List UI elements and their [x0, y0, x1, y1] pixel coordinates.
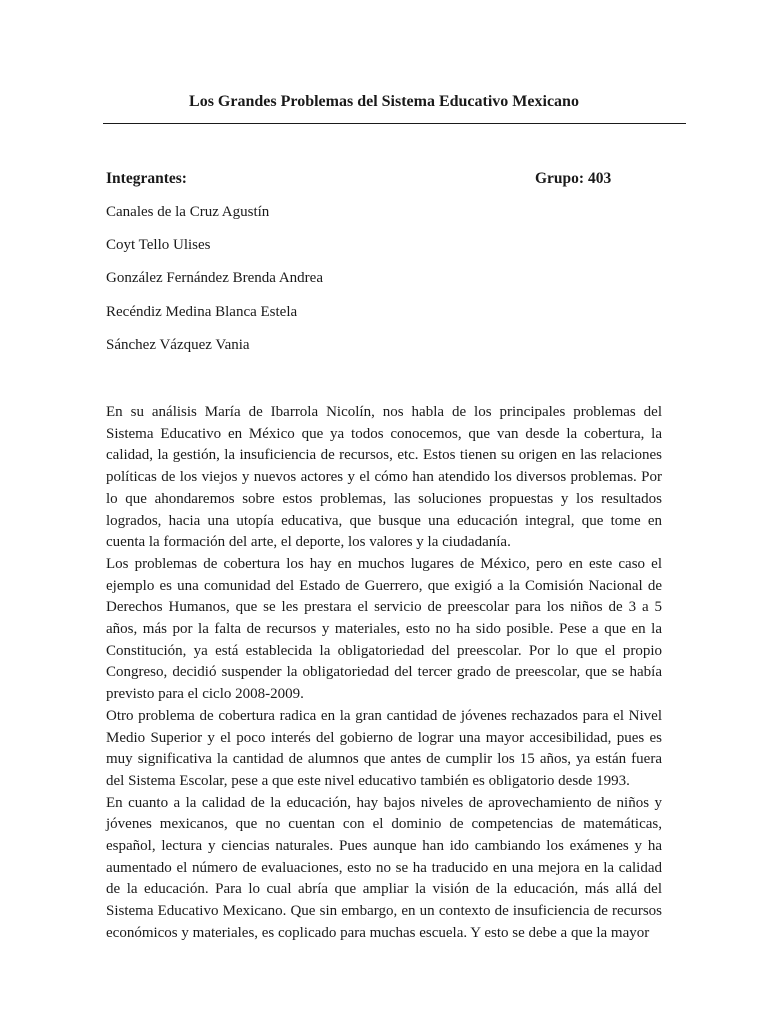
body-line: calidad, la gestión, la insuficiencia de recursos, etc. Estos tienen su origen en las relaciones [106, 447, 662, 464]
body-line: políticas de los viejos y nuevos actores y el cómo han atendido los diversos problemas. Por [106, 469, 662, 486]
body-line: En su análisis María de Ibarrola Nicolín, nos habla de los principales problemas del [106, 404, 662, 420]
body-line: previsto para el ciclo 2008-2009. [106, 686, 304, 703]
document-title: Los Grandes Problemas del Sistema Educativo Mexicano [189, 93, 579, 110]
member-name: Recéndiz Medina Blanca Estela [106, 304, 298, 320]
body-line: muy significativa la cantidad de alumnos que antes de cumplir los 15 años, ya están fuera [106, 751, 662, 768]
body-line: Otro problema de cobertura radica en la gran cantidad de jóvenes rechazados para el Nivel [106, 707, 662, 724]
body-line: Medio Superior y el poco interés del gobierno de lograr una mayor accesibilidad, pues es [106, 729, 662, 746]
body-line: Congreso, decidió suspender la obligatoriedad del tercer grado de preescolar, que se había [106, 664, 662, 681]
body-line: Constitución, ya está establecida la obligatoriedad del preescolar. Por lo que el propio [106, 642, 662, 659]
integrantes-label: Integrantes: [106, 170, 187, 187]
body-line: ejemplo es una comunidad del Estado de Guerrero, que exigió a la Comisión Nacional de [106, 577, 662, 594]
body-line: aumentado el número de evaluaciones, esto no se ha traducido en una mejora en la calidad [106, 859, 662, 876]
body-line: lo que ahondaremos sobre estos problemas, las soluciones propuestas y los resultados [106, 490, 662, 507]
body-line: español, lectura y ciencias naturales. Pues aunque han ido cambiando los exámenes y ha [106, 838, 662, 854]
body-line: económicos y materiales, es coplicado para muchas escuela. Y esto se debe a que la mayor [106, 924, 650, 941]
body-line: de la educación. Para lo cual abría que ampliar la visión de la educación, más allá del [106, 881, 662, 898]
body-line: Sistema Educativo Mexicano. Que sin embargo, en un contexto de insuficiencia de recursos [106, 903, 662, 920]
member-name: Sánchez Vázquez Vania [106, 337, 250, 353]
title-divider [103, 123, 686, 124]
body-line: Derechos Humanos, que se les prestara el servicio de preescolar para los niños de 3 a 5 [106, 599, 662, 616]
body-line: logrados, hacia una utopía educativa, que busque una educación integral, que tome en [106, 512, 662, 529]
member-name: Coyt Tello Ulises [106, 237, 211, 253]
body-line: Los problemas de cobertura los hay en muchos lugares de México, pero en este caso el [106, 555, 662, 572]
grupo-label: Grupo: 403 [535, 170, 612, 187]
body-line: del Sistema Escolar, pese a que este nivel educativo también es obligatorio desde 1993. [106, 772, 630, 789]
member-name: Canales de la Cruz Agustín [106, 204, 270, 220]
body-line: En cuanto a la calidad de la educación, hay bajos niveles de aprovechamiento de niños y [106, 794, 662, 811]
body-line: años, más por la falta de recursos y materiales, esto no ha sido posible. Pese a que en la [106, 621, 662, 637]
body-line: cuenta la formación del arte, el deporte, los valores y la ciudadanía. [106, 534, 511, 551]
body-line: Sistema Educativo en México que ya todos conocemos, que van desde la cobertura, la [106, 425, 662, 442]
member-name: González Fernández Brenda Andrea [106, 270, 323, 286]
body-line: jóvenes mexicanos, que no cuentan con el dominio de competencias de matemáticas, [106, 816, 662, 833]
